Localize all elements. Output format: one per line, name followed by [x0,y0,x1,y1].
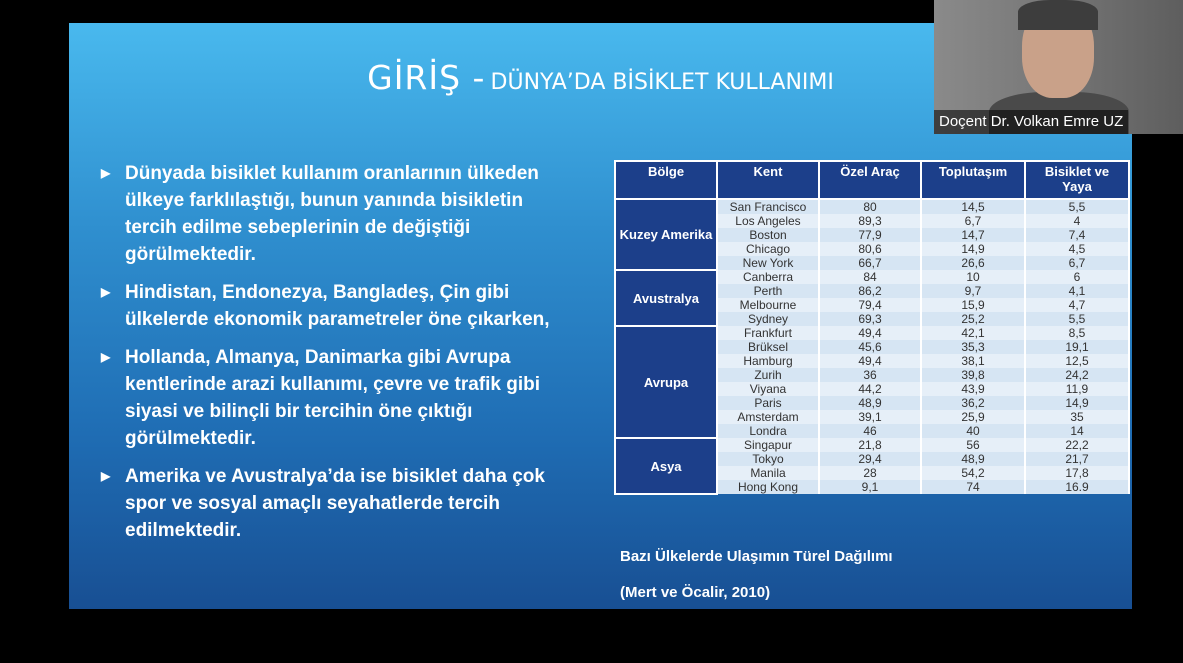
bullet-item [101,463,571,544]
bike-walk-cell: 4 [1025,214,1129,228]
city-cell: Londra [717,424,819,438]
private-car-cell: 80,6 [819,242,921,256]
bike-walk-cell: 5,5 [1025,312,1129,326]
bike-walk-cell: 5,5 [1025,199,1129,214]
bullet-arrow-icon: ▶ [101,166,111,180]
region-cell: Asya [615,438,717,494]
public-transit-cell: 36,2 [921,396,1025,410]
bullet-text: Hollanda, Almanya, Danimarka gibi Avrupa kentlerinde arazi kullanımı, çevre ve trafik gibi siyasi ve bilinçli bir tercihin öne çıktığı görülmektedir. [125,347,541,449]
bike-walk-cell: 19,1 [1025,340,1129,354]
table-body [615,199,1129,494]
public-transit-cell: 26,6 [921,256,1025,270]
header-city: Kent [717,161,819,199]
private-car-cell: 48,9 [819,396,921,410]
bullet-list [101,160,571,555]
bike-walk-cell: 14,9 [1025,396,1129,410]
city-cell: Viyana [717,382,819,396]
public-transit-cell: 74 [921,480,1025,494]
public-transit-cell: 54,2 [921,466,1025,480]
bullet-item [101,279,571,333]
bullet-text: Amerika ve Avustralya’da ise bisiklet daha çok spor ve sosyal amaçlı seyahatlerde tercih edilmektedir. [125,466,545,541]
public-transit-cell: 40 [921,424,1025,438]
table-row [615,326,1129,340]
city-cell: Paris [717,396,819,410]
city-cell: Boston [717,228,819,242]
private-car-cell: 45,6 [819,340,921,354]
webcam-thumbnail[interactable] [934,0,1183,134]
public-transit-cell: 6,7 [921,214,1025,228]
private-car-cell: 49,4 [819,354,921,368]
private-car-cell: 86,2 [819,284,921,298]
table-row [615,199,1129,214]
bike-walk-cell: 21,7 [1025,452,1129,466]
bullet-text: Hindistan, Endonezya, Bangladeş, Çin gibi ülkelerde ekonomik parametreler öne çıkarken, [125,282,550,330]
table-header-row [615,161,1129,199]
city-cell: Hong Kong [717,480,819,494]
table-row [615,270,1129,284]
private-car-cell: 29,4 [819,452,921,466]
bike-walk-cell: 35 [1025,410,1129,424]
city-cell: Tokyo [717,452,819,466]
private-car-cell: 44,2 [819,382,921,396]
private-car-cell: 79,4 [819,298,921,312]
city-cell: Zurih [717,368,819,382]
bike-walk-cell: 11,9 [1025,382,1129,396]
bike-walk-cell: 24,2 [1025,368,1129,382]
header-public-transit: Toplutaşım [921,161,1025,199]
public-transit-cell: 15,9 [921,298,1025,312]
city-cell: Los Angeles [717,214,819,228]
header-private-car: Özel Araç [819,161,921,199]
bike-walk-cell: 6,7 [1025,256,1129,270]
city-cell: Perth [717,284,819,298]
private-car-cell: 39,1 [819,410,921,424]
bike-walk-cell: 4,5 [1025,242,1129,256]
bike-walk-cell: 14 [1025,424,1129,438]
private-car-cell: 21,8 [819,438,921,452]
public-transit-cell: 42,1 [921,326,1025,340]
transport-table [614,160,1130,495]
private-car-cell: 69,3 [819,312,921,326]
public-transit-cell: 35,3 [921,340,1025,354]
city-cell: Hamburg [717,354,819,368]
header-region: Bölge [615,161,717,199]
city-cell: Amsterdam [717,410,819,424]
city-cell: Frankfurt [717,326,819,340]
private-car-cell: 80 [819,199,921,214]
bullet-arrow-icon: ▶ [101,285,111,299]
city-cell: Manila [717,466,819,480]
city-cell: Singapur [717,438,819,452]
bullet-item [101,344,571,452]
private-car-cell: 66,7 [819,256,921,270]
slide-title-sub: DÜNYA’DA BİSİKLET KULLANIMI [490,70,834,95]
public-transit-cell: 48,9 [921,452,1025,466]
public-transit-cell: 56 [921,438,1025,452]
public-transit-cell: 14,9 [921,242,1025,256]
bike-walk-cell: 4,7 [1025,298,1129,312]
bike-walk-cell: 6 [1025,270,1129,284]
presenter-name-label: Doçent Dr. Volkan Emre UZ [934,110,1128,134]
bullet-arrow-icon: ▶ [101,469,111,483]
header-bike-walk: Bisiklet ve Yaya [1025,161,1129,199]
bike-walk-cell: 4,1 [1025,284,1129,298]
city-cell: San Francisco [717,199,819,214]
slide-title-main: GİRİŞ - [367,58,486,97]
city-cell: Melbourne [717,298,819,312]
presenter-hair [1018,0,1098,30]
bike-walk-cell: 22,2 [1025,438,1129,452]
private-car-cell: 77,9 [819,228,921,242]
table-caption: Bazı Ülkelerde Ulaşımın Türel Dağılımı [620,548,893,565]
bike-walk-cell: 8,5 [1025,326,1129,340]
region-cell: Avustralya [615,270,717,326]
private-car-cell: 28 [819,466,921,480]
private-car-cell: 84 [819,270,921,284]
bike-walk-cell: 12,5 [1025,354,1129,368]
city-cell: New York [717,256,819,270]
bike-walk-cell: 16.9 [1025,480,1129,494]
bike-walk-cell: 7,4 [1025,228,1129,242]
public-transit-cell: 14,7 [921,228,1025,242]
region-cell: Kuzey Amerika [615,199,717,270]
bullet-text: Dünyada bisiklet kullanım oranlarının ülkeden ülkeye farklılaştığı, bunun yanında bisikletin tercih edilme sebeplerinin de değiştiği görülmektedir. [125,163,539,265]
public-transit-cell: 25,9 [921,410,1025,424]
public-transit-cell: 14,5 [921,199,1025,214]
city-cell: Sydney [717,312,819,326]
public-transit-cell: 25,2 [921,312,1025,326]
public-transit-cell: 43,9 [921,382,1025,396]
public-transit-cell: 10 [921,270,1025,284]
private-car-cell: 36 [819,368,921,382]
table-row [615,438,1129,452]
private-car-cell: 46 [819,424,921,438]
region-cell: Avrupa [615,326,717,438]
city-cell: Canberra [717,270,819,284]
private-car-cell: 89,3 [819,214,921,228]
public-transit-cell: 39,8 [921,368,1025,382]
private-car-cell: 9,1 [819,480,921,494]
private-car-cell: 49,4 [819,326,921,340]
city-cell: Chicago [717,242,819,256]
public-transit-cell: 38,1 [921,354,1025,368]
bullet-item [101,160,571,268]
city-cell: Brüksel [717,340,819,354]
table-source: (Mert ve Öcalir, 2010) [620,584,771,601]
bullet-arrow-icon: ▶ [101,350,111,364]
public-transit-cell: 9,7 [921,284,1025,298]
bike-walk-cell: 17,8 [1025,466,1129,480]
